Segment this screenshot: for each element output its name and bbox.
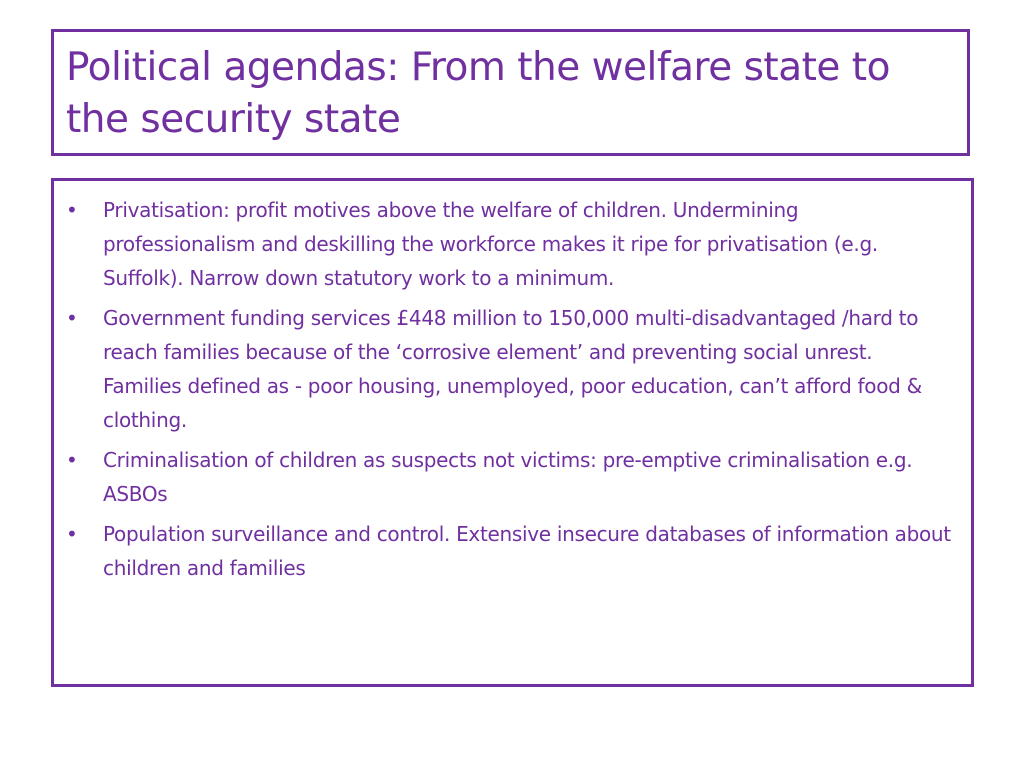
bullet-dot-icon: • — [66, 522, 78, 546]
bullet-dot-icon: • — [66, 448, 78, 472]
title-box — [51, 29, 970, 156]
bullet-text: Privatisation: profit motives above the welfare of children. Undermining professionalism and deskilling the workforce makes it ripe for privatisation (e.g. Suffolk). Narrow down statutory work to a minimum. — [103, 198, 878, 290]
bullet-text: Population surveillance and control. Extensive insecure databases of information about children and families — [103, 522, 951, 580]
bullet-item-criminalisation — [64, 443, 951, 511]
bullet-item-government-funding — [64, 301, 951, 437]
bullet-item-surveillance — [64, 517, 951, 585]
bullet-dot-icon: • — [66, 198, 78, 222]
bullet-list — [64, 193, 951, 585]
content-box — [51, 178, 974, 687]
bullet-item-privatisation — [64, 193, 951, 295]
bullet-dot-icon: • — [66, 306, 78, 330]
bullet-text: Criminalisation of children as suspects not victims: pre-emptive criminalisation e.g. ASBOs — [103, 448, 913, 506]
bullet-text: Government funding services £448 million to 150,000 multi-disadvantaged /hard to reach families because of the ‘corrosive element’ and preventing social unrest. Families defined as - poor housing, unemployed, poor education, can’t afford food & clothing. — [103, 306, 922, 432]
slide-title: Political agendas: From the welfare state to the security state — [66, 45, 890, 142]
